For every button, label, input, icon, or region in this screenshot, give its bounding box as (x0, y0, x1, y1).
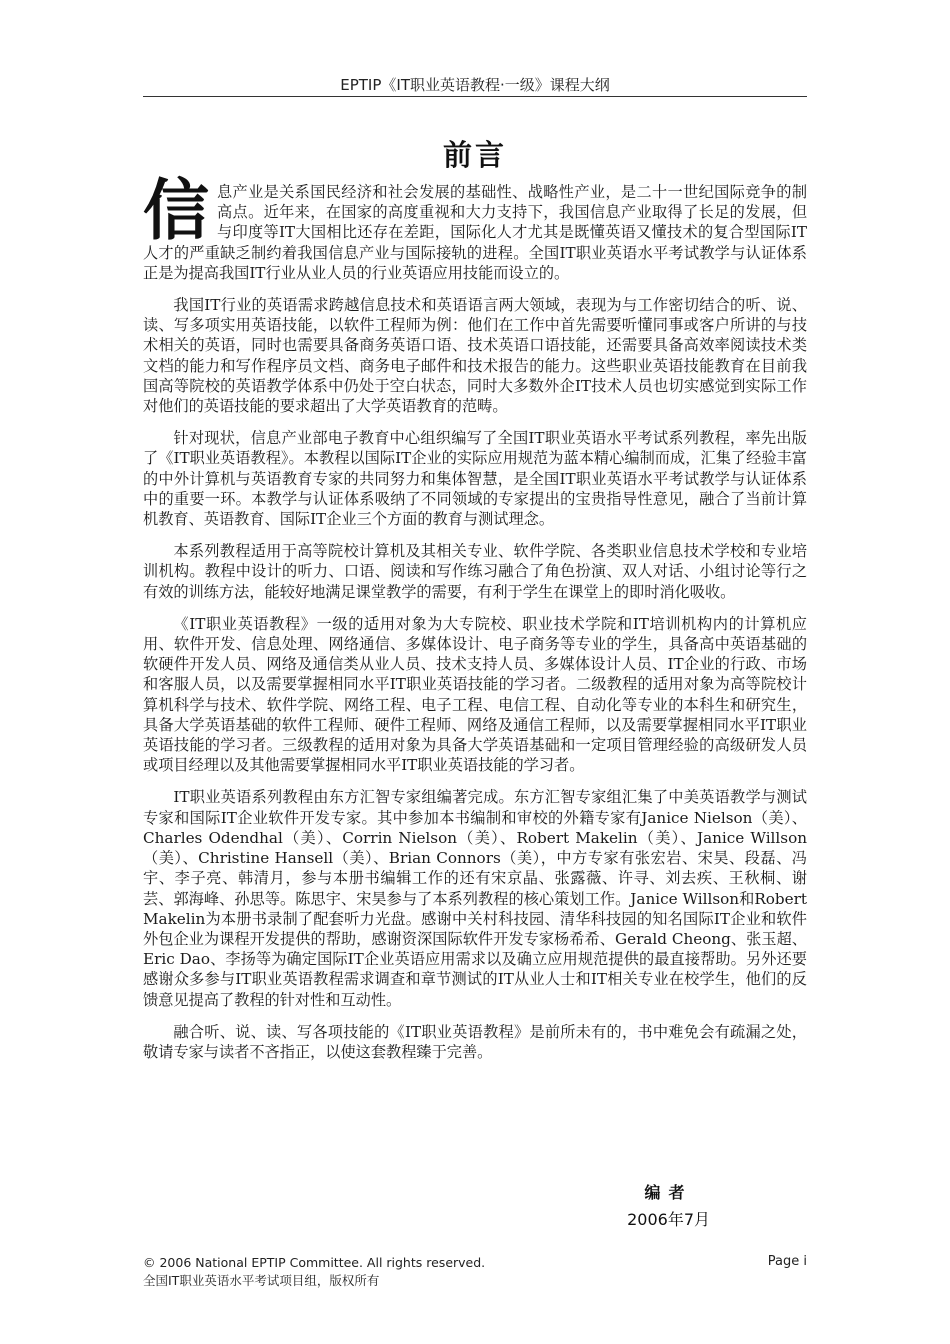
signature-date: 2006年7月 (627, 1210, 710, 1229)
footer-copyright-cn: 全国IT职业英语水平考试项目组，版权所有 (143, 1273, 380, 1288)
paragraph-1 (143, 172, 807, 283)
paragraph-4: 本系列教程适用于高等院校计算机及其相关专业、软件学院、各类职业信息技术学校和专业培训机构。教程中设计的听力、口语、阅读和写作练习融合了角色扮演、双人对话、小组讨论等行之有效的训练方法，能较好地满足课堂教学的需要，有利于学生在课堂上的即时消化吸收。 (143, 542, 807, 601)
signature-block (627, 1180, 710, 1230)
document-body (143, 172, 807, 1074)
paragraph-6: IT职业英语系列教程由东方汇智专家组编著完成。东方汇智专家组汇集了中美英语教学与测试专家和国际IT企业软件开发专家。其中参加本书编制和审校的外籍专家有Janice Nielson（美）、Charles Odendhal（美）、Corrin Nielson（美）、Robert Makelin（美）、Janice Willson（美）、Christine Hansell（美）、Brian Connors（美），中方专家有张宏岩、宋昊、段磊、冯宇、李子亮、韩清月，参与本册书编辑工作的还有宋京晶、张露薇、许寻、刘去疾、王秋桐、谢芸、郭海峰、孙思等。陈思宇、宋昊参与了本系列教程的核心策划工作。Janice Willson和Robert Makelin为本册书录制了配套听力光盘。感谢中关村科技园、清华科技园的知名国际IT企业和软件外包企业为课程开发提供的帮助，感谢资深国际软件开发专家杨希希、Gerald Cheong、张玉超、Eric Dao、李扬等为确定国际IT企业英语应用需求以及确立应用规范提供的最直接帮助。另外还要感谢众多参与IT职业英语教程需求调查和章节测试的IT从业人士和IT相关专业在校学生，他们的反馈意见提高了教程的针对性和互动性。 (143, 788, 807, 1009)
header-divider (143, 96, 807, 97)
paragraph-7: 融合听、说、读、写各项技能的《IT职业英语教程》是前所未有的，书中难免会有疏漏之处，敬请专家与读者不吝指正，以使这套教程臻于完善。 (143, 1022, 807, 1061)
footer-copyright (143, 1254, 485, 1290)
paragraph-2: 我国IT行业的英语需求跨越信息技术和英语语言两大领域，表现为与工作密切结合的听、说、读、写多项实用英语技能，以软件工程师为例：他们在工作中首先需要听懂同事或客户所讲的与技术相关的英语，同时也需要具备商务英语口语、技术英语口语技能，还需要具备高效率阅读技术类文档的能力和写作程序员文档、商务电子邮件和技术报告的能力。这些职业英语技能教育在目前我国高等院校的英语教学体系中仍处于空白状态，同时大多数外企IT技术人员也切实感觉到实际工作对他们的英语技能的要求超出了大学英语教育的范畴。 (143, 296, 807, 416)
signature-editor: 编者 (644, 1183, 693, 1202)
running-header: EPTIP《IT职业英语教程·一级》课程大纲 (340, 76, 610, 94)
drop-cap: 信 (143, 172, 209, 249)
paragraph-5: 《IT职业英语教程》一级的适用对象为大专院校、职业技术学院和IT培训机构内的计算机应用、软件开发、信息处理、网络通信、多媒体设计、电子商务等专业的学生，具备高中英语基础的软硬件开发人员、网络及通信类从业人员、技术支持人员、多媒体设计人员、IT企业的行政、市场和客服人员，以及需要掌握相同水平IT职业英语技能的学习者。二级教程的适用对象为高等院校计算机科学与技术、软件学院、网络工程、电子工程、电信工程、自动化等专业的本科生和研究生，具备大学英语基础的软件工程师、硬件工程师、网络及通信工程师，以及需要掌握相同水平IT职业英语技能的学习者。三级教程的适用对象为具备大学英语基础和一定项目管理经验的高级研发人员或项目经理以及其他需要掌握相同水平IT职业英语技能的学习者。 (143, 614, 807, 775)
footer-copyright-en: © 2006 National EPTIP Committee. All rights reserved. (143, 1255, 486, 1270)
page-number: Page i (767, 1254, 807, 1269)
paragraph-3: 针对现状，信息产业部电子教育中心组织编写了全国IT职业英语水平考试系列教程，率先出版了《IT职业英语教程》。本教程以国际IT企业的实际应用规范为蓝本精心编制而成，汇集了经验丰富的中外计算机与英语教育专家的共同努力和集体智慧，是全国IT职业英语水平考试教学与认证体系中的重要一环。本教学与认证体系吸纳了不同领域的专家提出的宝贵指导性意见，融合了当前计算机教育、英语教育、国际IT企业三个方面的教育与测试理念。 (143, 429, 807, 529)
paragraph-1-text: 息产业是关系国民经济和社会发展的基础性、战略性产业，是二十一世纪国际竞争的制高点。近年来，在国家的高度重视和大力支持下，我国信息产业取得了长足的发展，但与印度等IT大国相比还存在差距，国际化人才尤其是既懂英语又懂技术的复合型国际IT人才的严重缺乏制约着我国信息产业与国际接轨的进程。全国IT职业英语水平考试教学与认证体系正是为提高我国IT行业从业人员的行业英语应用技能而设立的。 (143, 183, 807, 282)
page-title: 前言 (442, 138, 507, 172)
